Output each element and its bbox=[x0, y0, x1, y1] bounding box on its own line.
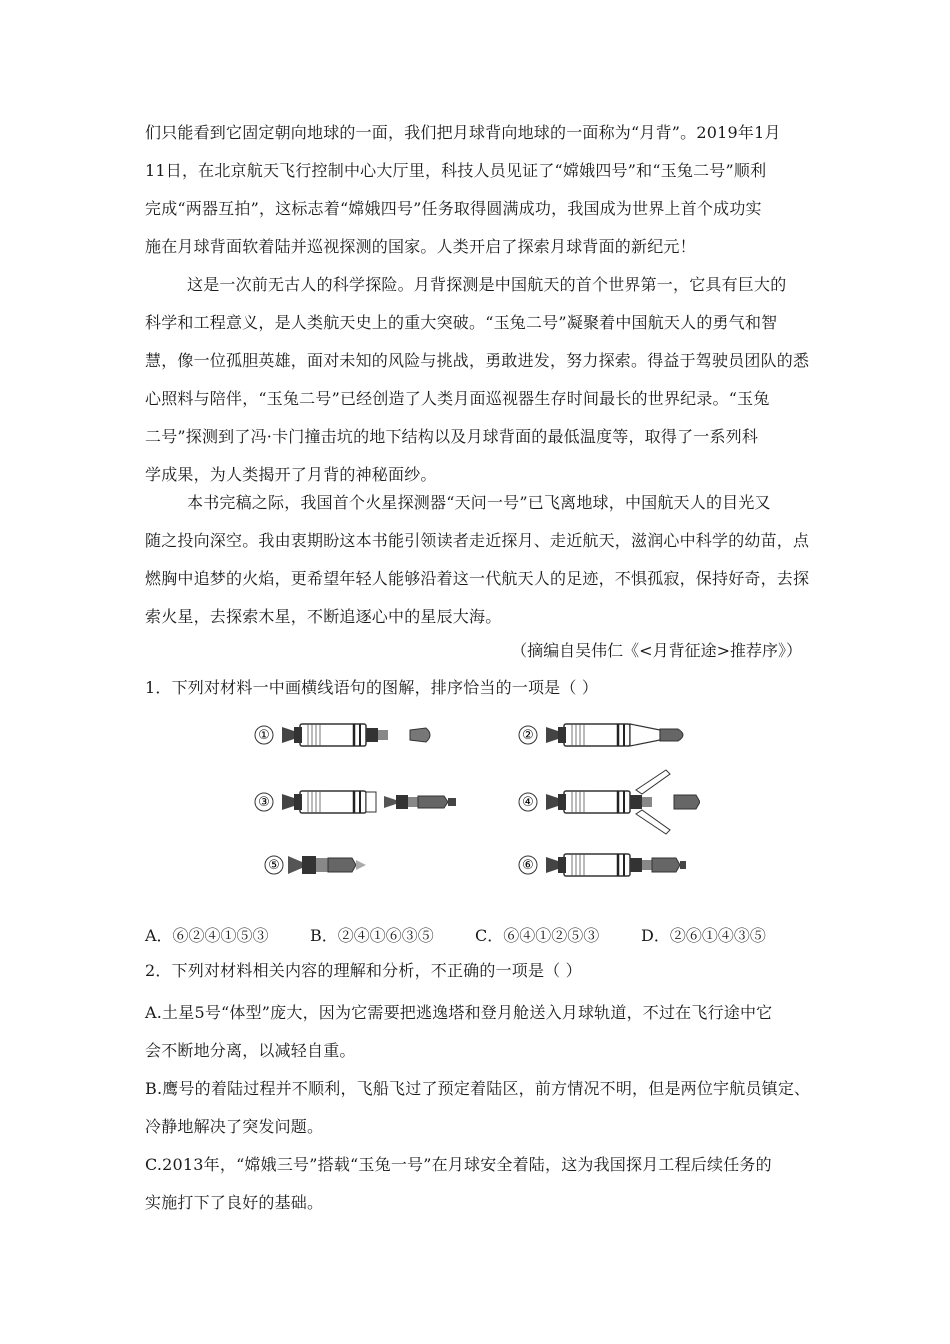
figure-label-4: ④ bbox=[522, 795, 534, 810]
figure-2 bbox=[519, 724, 683, 746]
text-line: 完成“两器互拍”，这标志着“嫦娥四号”任务取得圆满成功，我国成为世界上首个成功实 bbox=[145, 199, 762, 218]
figure-label-3: ③ bbox=[258, 795, 270, 810]
paragraph-2 bbox=[145, 266, 811, 494]
text-line: 们只能看到它固定朝向地球的一面，我们把月球背向地球的一面称为“月背”。2019年1月 bbox=[145, 123, 781, 142]
question-2-option-a[interactable] bbox=[145, 994, 811, 1070]
text-line: 心照料与陪伴，“玉兔二号”已经创造了人类月面巡视器生存时间最长的世界纪录。“玉兔 bbox=[145, 389, 770, 408]
figure-1 bbox=[255, 724, 430, 746]
figure-label-6: ⑥ bbox=[522, 858, 534, 873]
question-1 bbox=[145, 674, 811, 702]
text-line: 科学和工程意义，是人类航天史上的重大突破。“玉兔二号”凝聚着中国航天人的勇气和智 bbox=[145, 313, 778, 332]
rocket-separation-figure bbox=[250, 710, 700, 900]
paragraph-1 bbox=[145, 114, 811, 266]
figure-6 bbox=[519, 854, 686, 876]
text-line: 会不断地分离，以减轻自重。 bbox=[145, 1041, 356, 1060]
question-2-stem: 2．下列对材料相关内容的理解和分析，不正确的一项是（ ） bbox=[145, 961, 582, 980]
text-line: 随之投向深空。我由衷期盼这本书能引领读者走近探月、走近航天，滋润心中科学的幼苗，点 bbox=[145, 531, 810, 550]
text-line: 这是一次前无古人的科学探险。月背探测是中国航天的首个世界第一，它具有巨大的 bbox=[187, 275, 787, 294]
figure-5 bbox=[265, 856, 366, 874]
figure-4 bbox=[519, 770, 700, 834]
text-line: 施在月球背面软着陆并巡视探测的国家。人类开启了探索月球背面的新纪元！ bbox=[145, 237, 696, 256]
text-line: C.2013年，“嫦娥三号”搭载“玉兔一号”在月球安全着陆，这为我国探月工程后续任务的 bbox=[145, 1155, 772, 1174]
text-line: 索火星，去探索木星，不断追逐心中的星辰大海。 bbox=[145, 607, 502, 626]
option-c[interactable]: C．⑥④①②⑤③ bbox=[475, 926, 600, 945]
figure-label-5: ⑤ bbox=[268, 858, 280, 873]
text-line: 燃胸中追梦的火焰，更希望年轻人能够沿着这一代航天人的足迹，不惧孤寂，保持好奇，去探 bbox=[145, 569, 810, 588]
source-citation: （摘编自吴伟仁《<月背征途>推荐序》） bbox=[511, 641, 802, 660]
question-2 bbox=[145, 957, 811, 985]
text-line: B.鹰号的着陆过程并不顺利，飞船飞过了预定着陆区，前方情况不明，但是两位宇航员镇定、 bbox=[145, 1079, 811, 1098]
figure-label-1: ① bbox=[258, 728, 270, 743]
paragraph-3 bbox=[145, 484, 811, 636]
question-2-option-c[interactable] bbox=[145, 1146, 811, 1222]
question-1-options bbox=[145, 922, 811, 950]
option-a[interactable]: A．⑥②④①⑤③ bbox=[145, 926, 269, 945]
question-2-option-b[interactable] bbox=[145, 1070, 811, 1146]
figure-3 bbox=[255, 791, 456, 813]
text-line: 冷静地解决了突发问题。 bbox=[145, 1117, 324, 1136]
text-line: 实施打下了良好的基础。 bbox=[145, 1193, 324, 1212]
figure-label-2: ② bbox=[522, 728, 534, 743]
text-line: 本书完稿之际，我国首个火星探测器“天问一号”已飞离地球，中国航天人的目光又 bbox=[187, 493, 771, 512]
text-line: 11日，在北京航天飞行控制中心大厅里，科技人员见证了“嫦娥四号”和“玉兔二号”顺利 bbox=[145, 161, 767, 180]
text-line: A.土星5号“体型”庞大，因为它需要把逃逸塔和登月舱送入月球轨道，不过在飞行途中它 bbox=[145, 1003, 773, 1022]
text-line: 二号”探测到了冯·卡门撞击坑的地下结构以及月球背面的最低温度等，取得了一系列科 bbox=[145, 427, 759, 446]
text-line: 学成果，为人类揭开了月背的神秘面纱。 bbox=[145, 465, 437, 484]
question-1-stem: 1．下列对材料一中画横线语句的图解，排序恰当的一项是（ ） bbox=[145, 678, 599, 697]
option-b[interactable]: B．②④①⑥③⑤ bbox=[310, 926, 434, 945]
text-line: 慧，像一位孤胆英雄，面对未知的风险与挑战，勇敢进发，努力探索。得益于驾驶员团队的悉 bbox=[145, 351, 810, 370]
option-d[interactable]: D．②⑥①④③⑤ bbox=[641, 926, 766, 945]
